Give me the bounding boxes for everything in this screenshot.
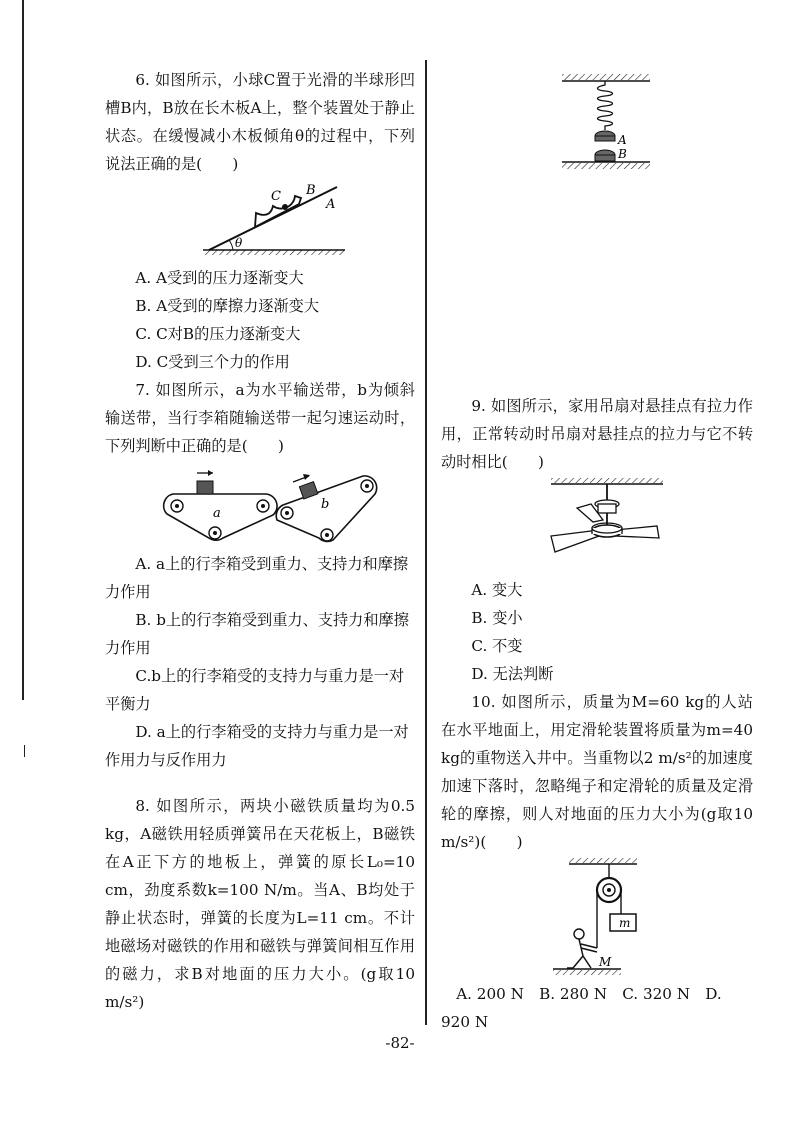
spacer xyxy=(105,774,415,792)
person-head xyxy=(574,929,584,939)
label-b: B xyxy=(306,183,316,198)
page-number: -82- xyxy=(385,1034,415,1052)
right-column xyxy=(441,392,753,1036)
q9-option-b: B. 变小 xyxy=(471,609,523,627)
q6-option-a: A. A受到的压力逐渐变大 xyxy=(135,269,304,287)
q10-stem: 10. 如图所示，质量为M=60 kg的人站在水平地面上，用定滑轮装置将质量为m=40 kg的重物送入井中。当重物以2 m/s²的加速度加速下落时，忽略绳子和定滑轮的质量及定滑轮的摩擦，则人对地面的压力大小为(g取10 m/s²)( ) xyxy=(441,693,753,851)
spacer xyxy=(441,568,753,576)
label-a: a xyxy=(213,506,221,521)
q9-figure xyxy=(441,476,753,568)
q7-option-a: A. a上的行李箱受到重力、支持力和摩擦力作用 xyxy=(105,555,409,601)
q8-stem: 8. 如图所示，两块小磁铁质量均为0.5 kg，A磁铁用轻质弹簧吊在天花板上，B磁铁在A正下方的地板上，弹簧的原长L₀=10 cm，劲度系数k=100 N/m。当A、B均处于静止状态时，弹簧的长度为L=11 cm。不计地磁场对磁铁的作用和磁铁与弹簧间相互作用的磁力，求B对地面的压力大小。(g取10 m/s²) xyxy=(105,797,415,1011)
label-c: C xyxy=(271,189,281,204)
spring xyxy=(598,81,613,130)
ceiling-hatch xyxy=(551,478,663,483)
q7-figure xyxy=(105,460,415,550)
q7-option-d: D. a上的行李箱受的支持力与重力是一对作用力与反作用力 xyxy=(105,723,409,769)
left-margin-tick xyxy=(24,745,25,757)
label-b: b xyxy=(321,497,330,512)
q6-figure xyxy=(105,178,415,264)
q7-stem: 7. 如图所示，a为水平输送带，b为倾斜输送带，当行李箱随输送带一起匀速运动时，下列判断中正确的是( ) xyxy=(105,381,415,455)
q6-option-c: C. C对B的压力逐渐变大 xyxy=(135,325,301,343)
q7-option-b: B. b上的行李箱受到重力、支持力和摩擦力作用 xyxy=(105,611,409,657)
label-a: A xyxy=(618,133,627,147)
q9-option-c: C. 不变 xyxy=(471,637,523,655)
q10-options: A. 200 N B. 280 N C. 320 N D. 920 N xyxy=(441,985,722,1031)
q6-stem: 6. 如图所示，小球C置于光滑的半球形凹槽B内，B放在长木板A上，整个装置处于静止状态。在缓慢减小木板倾角θ的过程中，下列说法正确的是( ) xyxy=(105,71,415,173)
person-body xyxy=(567,939,597,968)
q9-stem: 9. 如图所示，家用吊扇对悬挂点有拉力作用，正常转动时吊扇对悬挂点的拉力与它不转动时相比( ) xyxy=(441,397,753,471)
floor-hatch xyxy=(562,163,650,169)
q9-option-a: A. 变大 xyxy=(471,581,523,599)
angle-arc xyxy=(229,240,233,250)
column-divider xyxy=(425,60,427,1025)
suitcase-b xyxy=(299,482,318,499)
label-big-m: M xyxy=(599,955,612,969)
ceiling-hatch xyxy=(562,74,650,80)
left-margin-rule xyxy=(22,0,24,700)
label-m: m xyxy=(619,916,631,930)
q10-figure xyxy=(441,856,753,980)
q9-option-d: D. 无法判断 xyxy=(471,665,554,683)
q8-figure xyxy=(558,72,658,180)
label-b: B xyxy=(618,147,627,161)
q6-option-d: D. C受到三个力的作用 xyxy=(135,353,290,371)
ground-hatch xyxy=(553,970,621,975)
suitcase-a xyxy=(197,481,213,494)
q6-option-b: B. A受到的摩擦力逐渐变大 xyxy=(135,297,320,315)
left-column xyxy=(105,66,415,1016)
q7-option-c: C.b上的行李箱受的支持力与重力是一对平衡力 xyxy=(105,667,405,713)
label-theta: θ xyxy=(235,236,243,250)
ball-c xyxy=(282,204,288,210)
label-a: A xyxy=(326,197,336,212)
ceiling-hatch xyxy=(569,858,637,863)
